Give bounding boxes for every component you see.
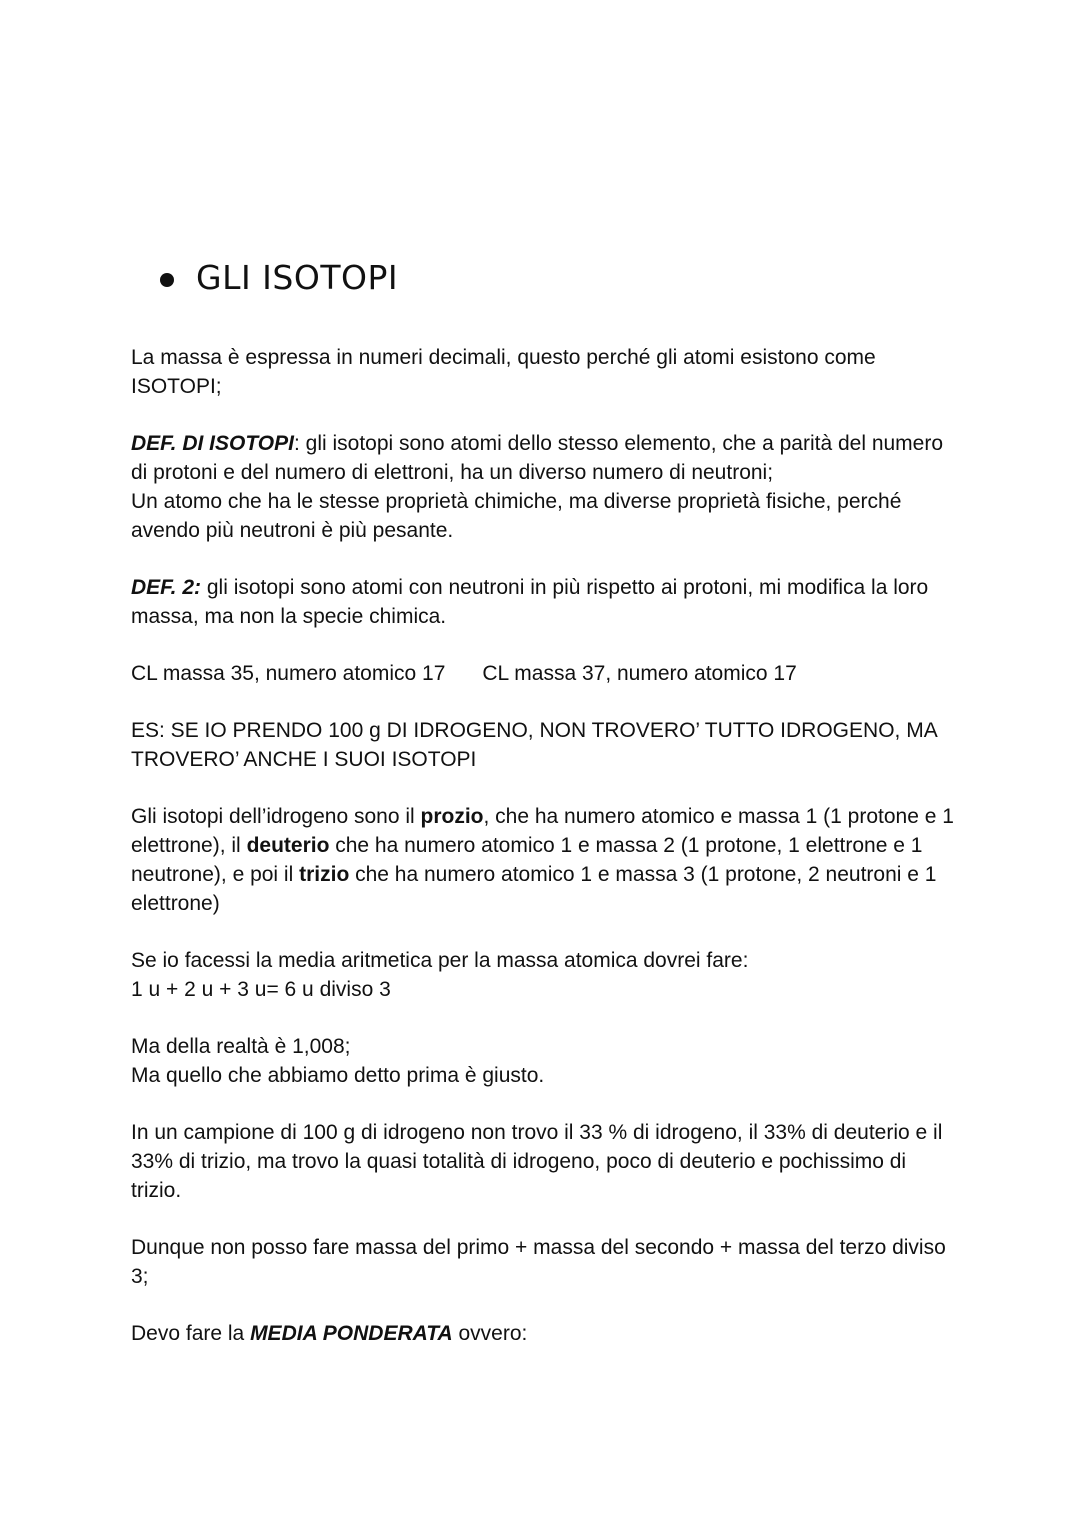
isotopes-text-3: che ha numero atomico 1 e massa 2 (1 protone, 1 elettrone e 1 neutrone), e poi il bbox=[131, 834, 923, 886]
definition-paragraph bbox=[131, 429, 961, 545]
document-body bbox=[131, 343, 961, 1376]
weighted-mean-paragraph bbox=[131, 1319, 961, 1348]
weighted-mean-text-2: ovvero: bbox=[452, 1322, 528, 1345]
definition-2-label: DEF. 2: bbox=[131, 576, 202, 599]
arithmetic-mean-line1: Se io facessi la media aritmetica per la massa atomica dovrei fare: bbox=[131, 949, 749, 972]
isotopes-text-4: che ha numero atomico 1 e massa 3 (1 protone, 2 neutroni e 1 elettrone) bbox=[131, 863, 937, 915]
definition-2-text: gli isotopi sono atomi con neutroni in più rispetto ai protoni, mi modifica la loro massa, ma non la specie chimica. bbox=[131, 576, 929, 628]
deuterio-term: deuterio bbox=[246, 834, 330, 857]
chlorine-37: CL massa 37, numero atomico 17 bbox=[482, 662, 797, 685]
chlorine-35: CL massa 35, numero atomico 17 bbox=[131, 662, 446, 685]
prozio-term: prozio bbox=[420, 805, 484, 828]
reality-line2: Ma quello che abbiamo detto prima è giusto. bbox=[131, 1064, 545, 1087]
weighted-mean-term: MEDIA PONDERATA bbox=[250, 1322, 453, 1345]
definition-text: : gli isotopi sono atomi dello stesso elemento, che a parità del numero di protoni e del numero di elettroni, ha un diverso numero di neutroni; bbox=[131, 432, 944, 484]
definition-line2: Un atomo che ha le stesse proprietà chimiche, ma diverse proprietà fisiche, perché avendo più neutroni è più pesante. bbox=[131, 490, 902, 542]
trizio-term: trizio bbox=[299, 863, 350, 886]
section-heading bbox=[160, 258, 398, 297]
dunque-paragraph: Dunque non posso fare massa del primo + massa del secondo + massa del terzo diviso 3; bbox=[131, 1236, 946, 1288]
intro-paragraph: La massa è espressa in numeri decimali, questo perché gli atomi esistono come ISOTOPI; bbox=[131, 346, 876, 398]
isotopes-text-2: , che ha numero atomico e massa 1 (1 protone e 1 elettrone), il bbox=[131, 805, 954, 857]
definition-label: DEF. DI ISOTOPI bbox=[131, 432, 294, 455]
sample-paragraph: In un campione di 100 g di idrogeno non trovo il 33 % di idrogeno, il 33% di deuterio e il 33% di trizio, ma trovo la quasi totalità di idrogeno, poco di deuterio e pochissimo di trizio. bbox=[131, 1121, 943, 1202]
reality-paragraph bbox=[131, 1032, 961, 1090]
arithmetic-mean-paragraph bbox=[131, 946, 961, 1004]
heading-text: GLI ISOTOPI bbox=[196, 258, 399, 297]
definition-2-paragraph bbox=[131, 573, 961, 631]
hydrogen-isotopes-paragraph bbox=[131, 802, 961, 918]
weighted-mean-text-1: Devo fare la bbox=[131, 1322, 251, 1345]
example-paragraph: ES: SE IO PRENDO 100 g DI IDROGENO, NON TROVERO’ TUTTO IDROGENO, MA TROVERO’ ANCHE I SUOI ISOTOPI bbox=[131, 719, 937, 771]
reality-line1: Ma della realtà è 1,008; bbox=[131, 1035, 351, 1058]
bullet-icon bbox=[160, 273, 174, 287]
chlorine-isotopes-row bbox=[131, 659, 961, 688]
isotopes-text-1: Gli isotopi dell’idrogeno sono il bbox=[131, 805, 421, 828]
arithmetic-mean-formula: 1 u + 2 u + 3 u= 6 u diviso 3 bbox=[131, 978, 391, 1001]
